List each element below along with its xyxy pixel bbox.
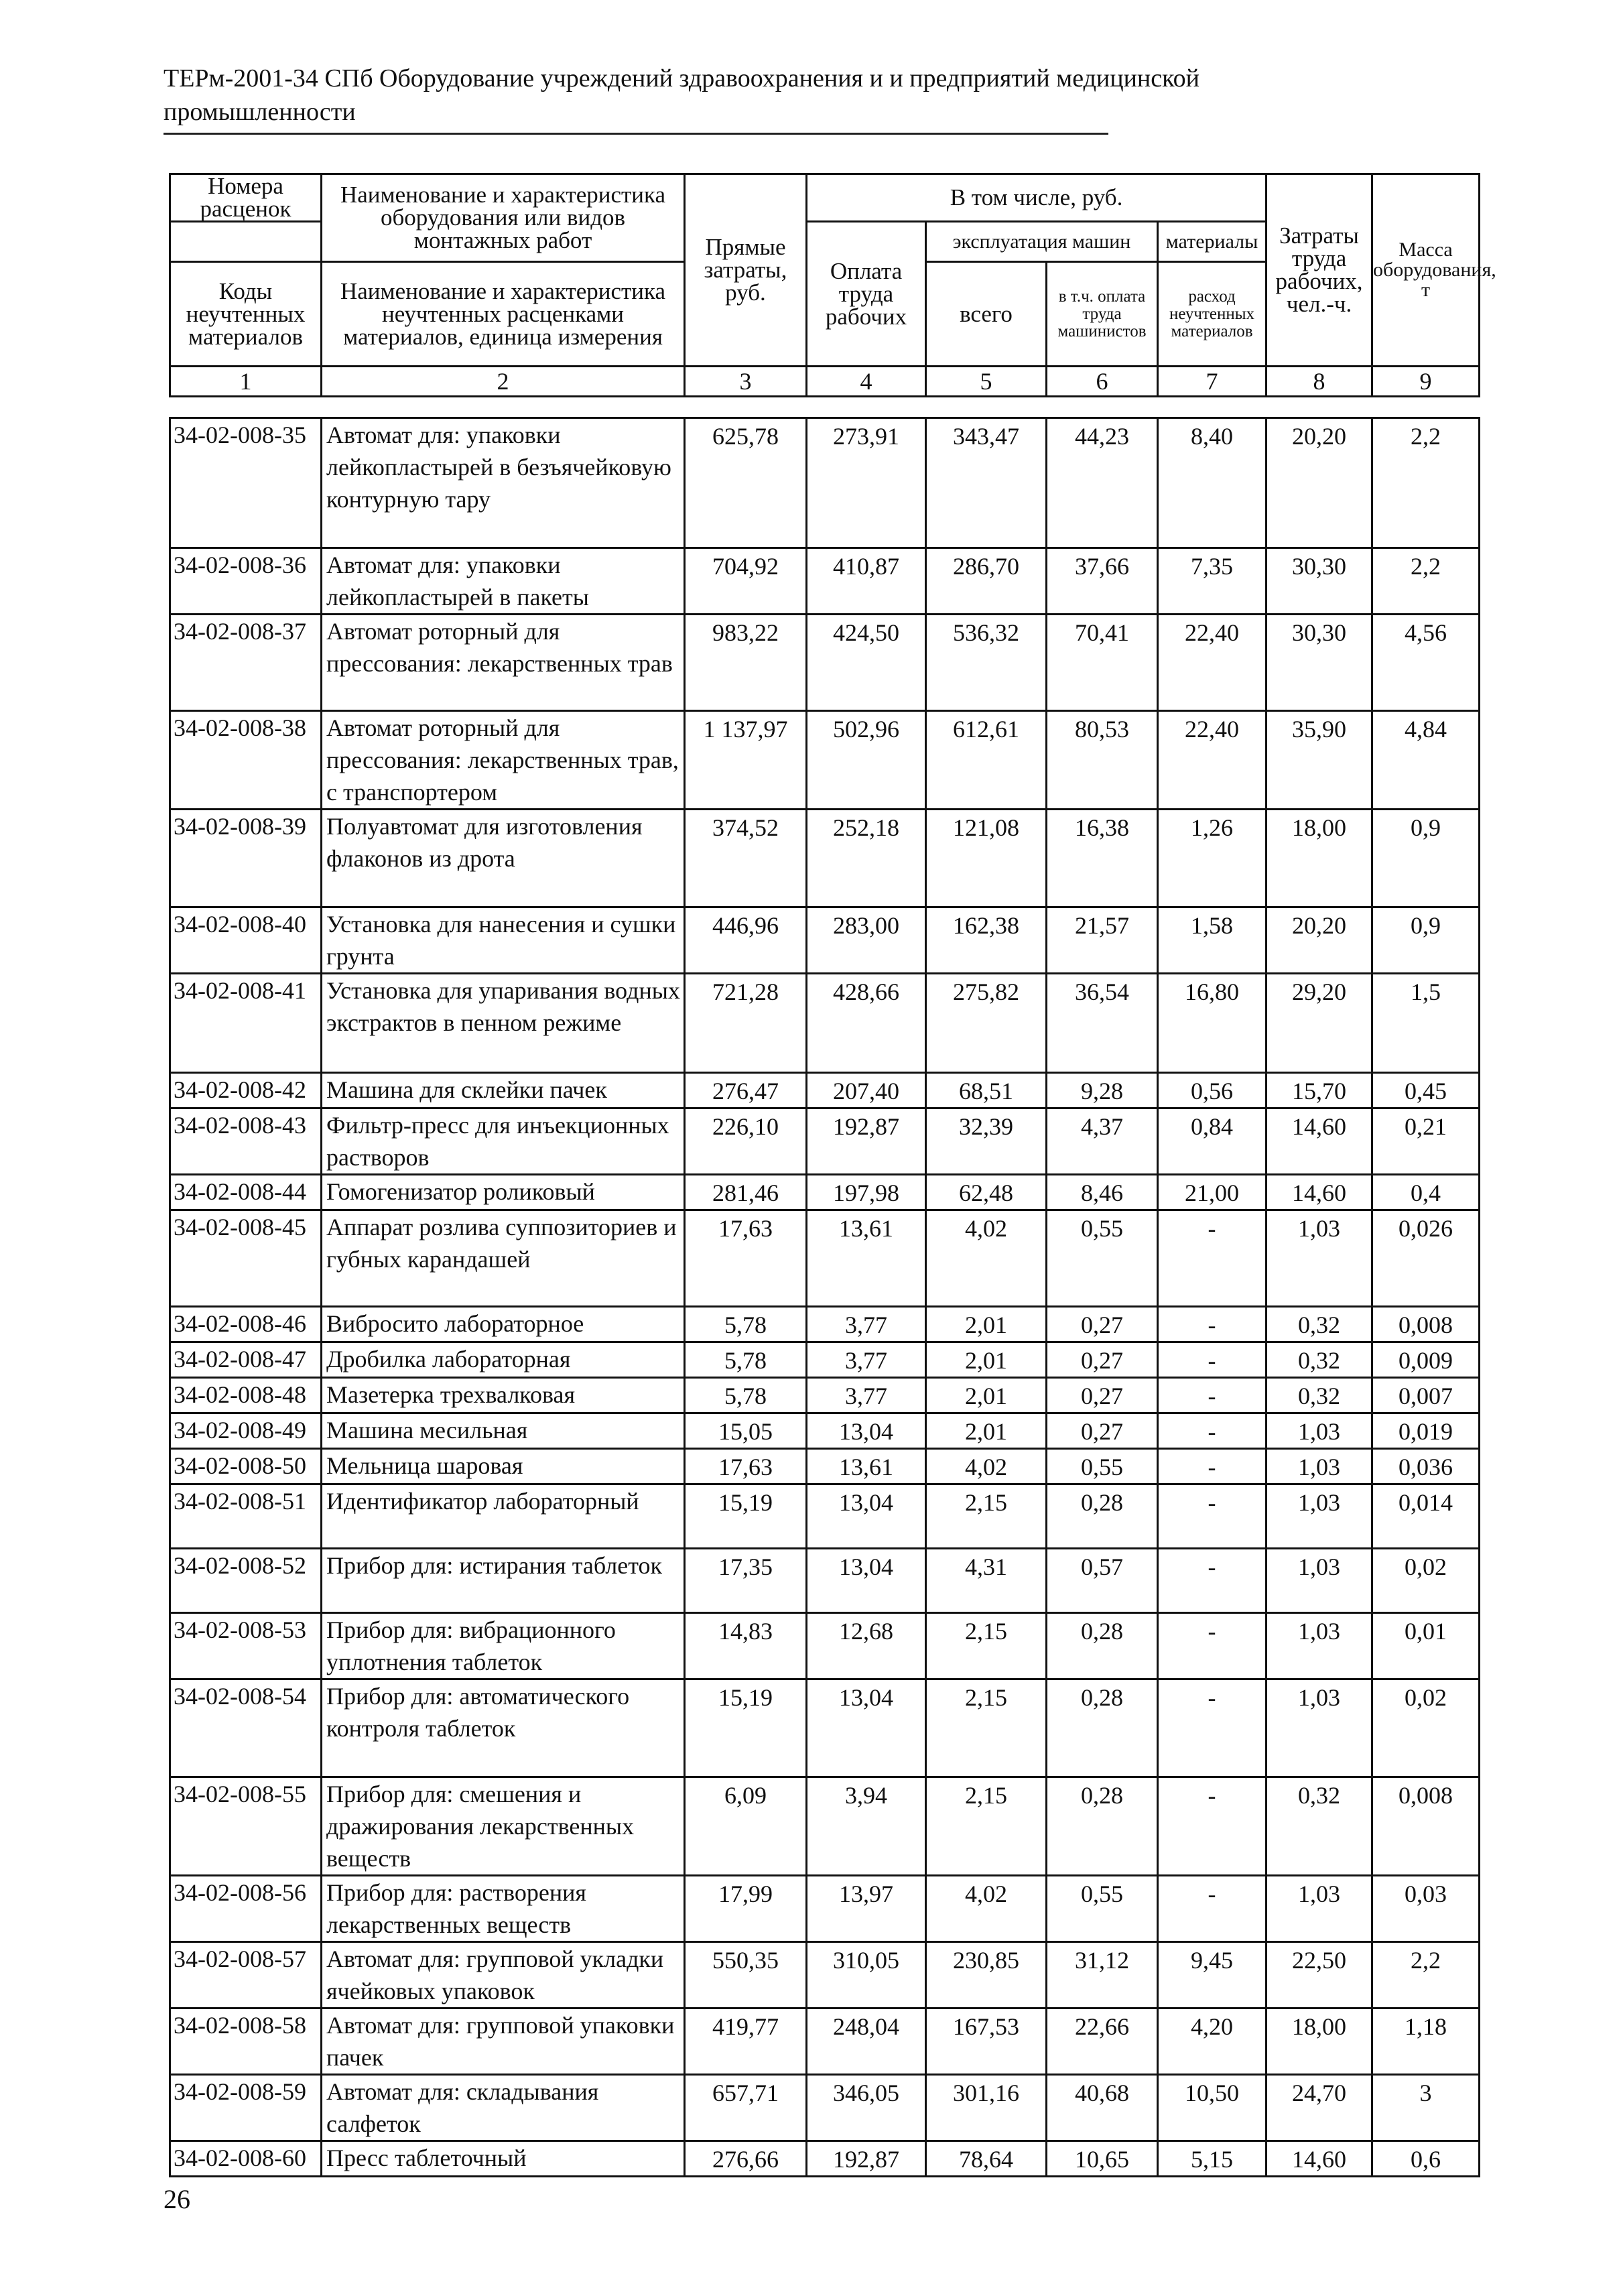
machine-operation-cell: 68,51 (926, 1073, 1047, 1108)
header-materials: материалы (1158, 222, 1267, 262)
rate-name: Автомат для: складывания салфеток (322, 2075, 685, 2141)
table-row (170, 418, 1480, 548)
rate-code: 34-02-008-54 (170, 1679, 322, 1777)
labor-hours-cell: 0,32 (1267, 1342, 1372, 1378)
direct-costs-cell: 1 137,97 (685, 711, 807, 810)
operator-pay-cell: 0,55 (1047, 1876, 1158, 1942)
labor-hours-cell: 30,30 (1267, 615, 1372, 711)
table-row (170, 1876, 1480, 1942)
rate-code: 34-02-008-35 (170, 418, 322, 548)
table-header (169, 173, 1496, 397)
mass-cell: 4,84 (1372, 711, 1480, 810)
labor-hours-cell: 15,70 (1267, 1073, 1372, 1108)
mass-cell: 0,9 (1372, 907, 1480, 974)
materials-cell: 1,26 (1158, 810, 1267, 907)
header-worker-pay: Оплата труда рабочих (807, 222, 926, 367)
rate-name: Автомат для: упаковки лейкопластырей в пакеты (322, 548, 685, 615)
worker-pay-cell: 3,77 (807, 1378, 926, 1413)
machine-operation-cell: 2,01 (926, 1378, 1047, 1413)
machine-operation-cell: 2,01 (926, 1307, 1047, 1342)
operator-pay-cell: 0,28 (1047, 1484, 1158, 1549)
direct-costs-cell: 625,78 (685, 418, 807, 548)
operator-pay-cell: 16,38 (1047, 810, 1158, 907)
header-machine-operation: эксплуатация машин (926, 222, 1158, 262)
rate-name: Гомогенизатор роликовый (322, 1175, 685, 1210)
operator-pay-cell: 4,37 (1047, 1108, 1158, 1175)
worker-pay-cell: 13,04 (807, 1549, 926, 1613)
worker-pay-cell: 428,66 (807, 974, 926, 1073)
mass-cell: 0,007 (1372, 1378, 1480, 1413)
table-row (170, 2141, 1480, 2177)
rate-code: 34-02-008-52 (170, 1549, 322, 1613)
machine-operation-cell: 612,61 (926, 711, 1047, 810)
materials-cell: - (1158, 1679, 1267, 1777)
machine-operation-cell: 32,39 (926, 1108, 1047, 1175)
header-equipment-name: Наименование и характеристика оборудования или видов монтажных работ (322, 174, 685, 262)
rate-name: Фильтр-пресс для инъекционных растворов (322, 1108, 685, 1175)
worker-pay-cell: 13,04 (807, 1484, 926, 1549)
labor-hours-cell: 20,20 (1267, 907, 1372, 974)
rate-code: 34-02-008-57 (170, 1942, 322, 2008)
column-number: 8 (1267, 367, 1372, 397)
machine-operation-cell: 2,15 (926, 1679, 1047, 1777)
labor-hours-cell: 1,03 (1267, 1549, 1372, 1613)
table-row (170, 1175, 1480, 1210)
direct-costs-cell: 550,35 (685, 1942, 807, 2008)
machine-operation-cell: 4,02 (926, 1449, 1047, 1484)
worker-pay-cell: 13,61 (807, 1210, 926, 1307)
rate-name: Машина месильная (322, 1413, 685, 1449)
table-row (170, 1549, 1480, 1613)
worker-pay-cell: 13,04 (807, 1413, 926, 1449)
table-row (170, 2008, 1480, 2075)
rate-code: 34-02-008-44 (170, 1175, 322, 1210)
materials-cell: - (1158, 1484, 1267, 1549)
materials-cell: - (1158, 1876, 1267, 1942)
column-number: 6 (1047, 367, 1158, 397)
operator-pay-cell: 0,28 (1047, 1679, 1158, 1777)
rate-code: 34-02-008-46 (170, 1307, 322, 1342)
table-row (170, 1342, 1480, 1378)
labor-hours-cell: 14,60 (1267, 2141, 1372, 2177)
operator-pay-cell: 22,66 (1047, 2008, 1158, 2075)
rate-name: Вибросито лабораторное (322, 1307, 685, 1342)
labor-hours-cell: 24,70 (1267, 2075, 1372, 2141)
worker-pay-cell: 13,97 (807, 1876, 926, 1942)
table-row (170, 1210, 1480, 1307)
mass-cell: 0,02 (1372, 1679, 1480, 1777)
materials-cell: - (1158, 1378, 1267, 1413)
table-row (170, 1484, 1480, 1549)
rate-code: 34-02-008-40 (170, 907, 322, 974)
header-unaccounted-material-name: Наименование и характеристика неучтенных расценками материалов, единица измерения (322, 262, 685, 367)
rate-code: 34-02-008-39 (170, 810, 322, 907)
machine-operation-cell: 4,02 (926, 1210, 1047, 1307)
operator-pay-cell: 40,68 (1047, 2075, 1158, 2141)
worker-pay-cell: 192,87 (807, 1108, 926, 1175)
rate-code: 34-02-008-38 (170, 711, 322, 810)
worker-pay-cell: 248,04 (807, 2008, 926, 2075)
labor-hours-cell: 18,00 (1267, 2008, 1372, 2075)
direct-costs-cell: 17,99 (685, 1876, 807, 1942)
labor-hours-cell: 0,32 (1267, 1777, 1372, 1876)
machine-operation-cell: 2,15 (926, 1777, 1047, 1876)
rate-name: Прибор для: автоматического контроля таблеток (322, 1679, 685, 1777)
machine-operation-cell: 162,38 (926, 907, 1047, 974)
operator-pay-cell: 10,65 (1047, 2141, 1158, 2177)
machine-operation-cell: 121,08 (926, 810, 1047, 907)
materials-cell: 0,84 (1158, 1108, 1267, 1175)
page-header-title: ТЕРм-2001-34 СПб Оборудование учреждений здравоохранения и и предприятий медицинской промышленности (164, 64, 1199, 126)
operator-pay-cell: 70,41 (1047, 615, 1158, 711)
machine-operation-cell: 78,64 (926, 2141, 1047, 2177)
table-row (170, 711, 1480, 810)
operator-pay-cell: 0,57 (1047, 1549, 1158, 1613)
materials-cell: - (1158, 1777, 1267, 1876)
machine-operation-cell: 167,53 (926, 2008, 1047, 2075)
table-row (170, 1073, 1480, 1108)
rate-name: Дробилка лабораторная (322, 1342, 685, 1378)
machine-operation-cell: 230,85 (926, 1942, 1047, 2008)
rate-name: Прибор для: растворения лекарственных веществ (322, 1876, 685, 1942)
machine-operation-cell: 62,48 (926, 1175, 1047, 1210)
header-divider (164, 133, 1108, 135)
direct-costs-cell: 983,22 (685, 615, 807, 711)
direct-costs-cell: 276,66 (685, 2141, 807, 2177)
header-labor-hours: Затраты труда рабочих, чел.-ч. (1267, 174, 1372, 367)
labor-hours-cell: 20,20 (1267, 418, 1372, 548)
table-row (170, 907, 1480, 974)
header-rate-numbers-spacer (170, 222, 322, 262)
column-number: 3 (685, 367, 807, 397)
table-row (170, 1307, 1480, 1342)
machine-operation-cell: 536,32 (926, 615, 1047, 711)
operator-pay-cell: 8,46 (1047, 1175, 1158, 1210)
rate-code: 34-02-008-55 (170, 1777, 322, 1876)
labor-hours-cell: 18,00 (1267, 810, 1372, 907)
operator-pay-cell: 0,55 (1047, 1449, 1158, 1484)
labor-hours-cell: 1,03 (1267, 1210, 1372, 1307)
worker-pay-cell: 410,87 (807, 548, 926, 615)
table-row (170, 1449, 1480, 1484)
rate-code: 34-02-008-60 (170, 2141, 322, 2177)
machine-operation-cell: 4,31 (926, 1549, 1047, 1613)
worker-pay-cell: 13,61 (807, 1449, 926, 1484)
worker-pay-cell: 273,91 (807, 418, 926, 548)
operator-pay-cell: 0,27 (1047, 1413, 1158, 1449)
labor-hours-cell: 1,03 (1267, 1876, 1372, 1942)
rate-code: 34-02-008-47 (170, 1342, 322, 1378)
header-rate-numbers: Номера расценок (170, 174, 322, 222)
worker-pay-cell: 3,94 (807, 1777, 926, 1876)
worker-pay-cell: 12,68 (807, 1613, 926, 1679)
rate-code: 34-02-008-58 (170, 2008, 322, 2075)
operator-pay-cell: 0,55 (1047, 1210, 1158, 1307)
mass-cell: 0,02 (1372, 1549, 1480, 1613)
labor-hours-cell: 30,30 (1267, 548, 1372, 615)
operator-pay-cell: 36,54 (1047, 974, 1158, 1073)
table-row (170, 615, 1480, 711)
rate-name: Установка для нанесения и сушки грунта (322, 907, 685, 974)
rate-code: 34-02-008-41 (170, 974, 322, 1073)
direct-costs-cell: 14,83 (685, 1613, 807, 1679)
mass-cell: 1,18 (1372, 2008, 1480, 2075)
materials-cell: 9,45 (1158, 1942, 1267, 2008)
mass-cell: 2,2 (1372, 548, 1480, 615)
mass-cell: 0,03 (1372, 1876, 1480, 1942)
mass-cell: 0,014 (1372, 1484, 1480, 1549)
operator-pay-cell: 31,12 (1047, 1942, 1158, 2008)
worker-pay-cell: 252,18 (807, 810, 926, 907)
header-machines-total: всего (926, 262, 1047, 367)
header-material-consumption: расход неучтенных материалов (1158, 262, 1267, 367)
rate-code: 34-02-008-50 (170, 1449, 322, 1484)
rates-table-body (170, 418, 1480, 2177)
materials-cell: 5,15 (1158, 2141, 1267, 2177)
rate-code: 34-02-008-56 (170, 1876, 322, 1942)
rate-code: 34-02-008-42 (170, 1073, 322, 1108)
table-row (170, 810, 1480, 907)
header-direct-costs: Прямые затраты, руб. (685, 174, 807, 367)
labor-hours-cell: 29,20 (1267, 974, 1372, 1073)
rate-code: 34-02-008-53 (170, 1613, 322, 1679)
direct-costs-cell: 15,19 (685, 1679, 807, 1777)
rate-name: Полуавтомат для изготовления флаконов из дрота (322, 810, 685, 907)
worker-pay-cell: 346,05 (807, 2075, 926, 2141)
labor-hours-cell: 35,90 (1267, 711, 1372, 810)
table-row (170, 974, 1480, 1073)
materials-cell: - (1158, 1210, 1267, 1307)
materials-cell: 16,80 (1158, 974, 1267, 1073)
rate-name: Автомат для: групповой укладки ячейковых упаковок (322, 1942, 685, 2008)
worker-pay-cell: 197,98 (807, 1175, 926, 1210)
mass-cell: 2,2 (1372, 418, 1480, 548)
rate-code: 34-02-008-51 (170, 1484, 322, 1549)
materials-cell: 21,00 (1158, 1175, 1267, 1210)
worker-pay-cell: 424,50 (807, 615, 926, 711)
rate-name: Аппарат розлива суппозиториев и губных карандашей (322, 1210, 685, 1307)
rate-name: Прибор для: смешения и дражирования лекарственных веществ (322, 1777, 685, 1876)
materials-cell: 10,50 (1158, 2075, 1267, 2141)
rate-name: Прибор для: истирания таблеток (322, 1549, 685, 1613)
materials-cell: 22,40 (1158, 711, 1267, 810)
table-row (170, 2075, 1480, 2141)
column-number: 1 (170, 367, 322, 397)
labor-hours-cell: 14,60 (1267, 1175, 1372, 1210)
rates-table (169, 417, 1480, 2177)
direct-costs-cell: 5,78 (685, 1307, 807, 1342)
rate-name: Мельница шаровая (322, 1449, 685, 1484)
operator-pay-cell: 80,53 (1047, 711, 1158, 810)
worker-pay-cell: 3,77 (807, 1342, 926, 1378)
direct-costs-cell: 446,96 (685, 907, 807, 974)
worker-pay-cell: 207,40 (807, 1073, 926, 1108)
materials-cell: 22,40 (1158, 615, 1267, 711)
mass-cell: 0,4 (1372, 1175, 1480, 1210)
materials-cell: - (1158, 1307, 1267, 1342)
materials-cell: - (1158, 1549, 1267, 1613)
mass-cell: 0,026 (1372, 1210, 1480, 1307)
rate-name: Автомат роторный для прессования: лекарственных трав, с транспортером (322, 711, 685, 810)
rate-name: Автомат роторный для прессования: лекарственных трав (322, 615, 685, 711)
machine-operation-cell: 286,70 (926, 548, 1047, 615)
table-row (170, 1777, 1480, 1876)
mass-cell: 0,45 (1372, 1073, 1480, 1108)
direct-costs-cell: 704,92 (685, 548, 807, 615)
rate-name: Машина для склейки пачек (322, 1073, 685, 1108)
machine-operation-cell: 2,15 (926, 1613, 1047, 1679)
materials-cell: 4,20 (1158, 2008, 1267, 2075)
materials-cell: 7,35 (1158, 548, 1267, 615)
mass-cell: 0,008 (1372, 1777, 1480, 1876)
header-unaccounted-material-codes: Коды неучтенных материалов (170, 262, 322, 367)
rate-name: Установка для упаривания водных экстрактов в пенном режиме (322, 974, 685, 1073)
materials-cell: 1,58 (1158, 907, 1267, 974)
worker-pay-cell: 502,96 (807, 711, 926, 810)
worker-pay-cell: 310,05 (807, 1942, 926, 2008)
operator-pay-cell: 21,57 (1047, 907, 1158, 974)
machine-operation-cell: 4,02 (926, 1876, 1047, 1942)
rate-name: Пресс таблеточный (322, 2141, 685, 2177)
mass-cell: 0,21 (1372, 1108, 1480, 1175)
direct-costs-cell: 6,09 (685, 1777, 807, 1876)
worker-pay-cell: 192,87 (807, 2141, 926, 2177)
direct-costs-cell: 5,78 (685, 1342, 807, 1378)
table-row (170, 1942, 1480, 2008)
operator-pay-cell: 0,28 (1047, 1777, 1158, 1876)
rate-code: 34-02-008-45 (170, 1210, 322, 1307)
column-number: 7 (1158, 367, 1267, 397)
mass-cell: 0,9 (1372, 810, 1480, 907)
rate-code: 34-02-008-49 (170, 1413, 322, 1449)
machine-operation-cell: 301,16 (926, 2075, 1047, 2141)
header-including-group: В том числе, руб. (807, 174, 1267, 222)
table-row (170, 1108, 1480, 1175)
rate-code: 34-02-008-36 (170, 548, 322, 615)
mass-cell: 1,5 (1372, 974, 1480, 1073)
operator-pay-cell: 0,27 (1047, 1307, 1158, 1342)
direct-costs-cell: 226,10 (685, 1108, 807, 1175)
column-number: 9 (1372, 367, 1480, 397)
mass-cell: 3 (1372, 2075, 1480, 2141)
mass-cell: 0,036 (1372, 1449, 1480, 1484)
materials-cell: - (1158, 1413, 1267, 1449)
machine-operation-cell: 2,15 (926, 1484, 1047, 1549)
column-number: 2 (322, 367, 685, 397)
materials-cell: 8,40 (1158, 418, 1267, 548)
direct-costs-cell: 17,35 (685, 1549, 807, 1613)
labor-hours-cell: 1,03 (1267, 1613, 1372, 1679)
mass-cell: 0,019 (1372, 1413, 1480, 1449)
worker-pay-cell: 283,00 (807, 907, 926, 974)
rate-code: 34-02-008-37 (170, 615, 322, 711)
direct-costs-cell: 276,47 (685, 1073, 807, 1108)
rate-code: 34-02-008-48 (170, 1378, 322, 1413)
direct-costs-cell: 15,05 (685, 1413, 807, 1449)
machine-operation-cell: 275,82 (926, 974, 1047, 1073)
materials-cell: 0,56 (1158, 1073, 1267, 1108)
operator-pay-cell: 9,28 (1047, 1073, 1158, 1108)
direct-costs-cell: 281,46 (685, 1175, 807, 1210)
column-number: 4 (807, 367, 926, 397)
labor-hours-cell: 1,03 (1267, 1679, 1372, 1777)
materials-cell: - (1158, 1449, 1267, 1484)
direct-costs-cell: 721,28 (685, 974, 807, 1073)
mass-cell: 2,2 (1372, 1942, 1480, 2008)
labor-hours-cell: 22,50 (1267, 1942, 1372, 2008)
operator-pay-cell: 44,23 (1047, 418, 1158, 548)
direct-costs-cell: 374,52 (685, 810, 807, 907)
rate-name: Идентификатор лабораторный (322, 1484, 685, 1549)
column-number: 5 (926, 367, 1047, 397)
worker-pay-cell: 3,77 (807, 1307, 926, 1342)
machine-operation-cell: 343,47 (926, 418, 1047, 548)
header-equipment-mass: Масса оборудования, т (1372, 174, 1480, 367)
worker-pay-cell: 13,04 (807, 1679, 926, 1777)
operator-pay-cell: 0,28 (1047, 1613, 1158, 1679)
mass-cell: 0,01 (1372, 1613, 1480, 1679)
machine-operation-cell: 2,01 (926, 1413, 1047, 1449)
mass-cell: 0,6 (1372, 2141, 1480, 2177)
materials-cell: - (1158, 1613, 1267, 1679)
table-row (170, 1378, 1480, 1413)
rate-name: Автомат для: групповой упаковки пачек (322, 2008, 685, 2075)
labor-hours-cell: 1,03 (1267, 1484, 1372, 1549)
materials-cell: - (1158, 1342, 1267, 1378)
labor-hours-cell: 1,03 (1267, 1449, 1372, 1484)
mass-cell: 0,008 (1372, 1307, 1480, 1342)
table-row (170, 1413, 1480, 1449)
page-number: 26 (164, 2184, 190, 2214)
direct-costs-cell: 17,63 (685, 1210, 807, 1307)
rate-code: 34-02-008-43 (170, 1108, 322, 1175)
machine-operation-cell: 2,01 (926, 1342, 1047, 1378)
header-operator-pay: в т.ч. оплата труда машинистов (1047, 262, 1158, 367)
rate-name: Автомат для: упаковки лейкопластырей в безъячейковую контурную тару (322, 418, 685, 548)
table-row (170, 548, 1480, 615)
operator-pay-cell: 0,27 (1047, 1342, 1158, 1378)
table-row (170, 1613, 1480, 1679)
labor-hours-cell: 0,32 (1267, 1378, 1372, 1413)
direct-costs-cell: 15,19 (685, 1484, 807, 1549)
direct-costs-cell: 5,78 (685, 1378, 807, 1413)
operator-pay-cell: 0,27 (1047, 1378, 1158, 1413)
rate-name: Прибор для: вибрационного уплотнения таблеток (322, 1613, 685, 1679)
operator-pay-cell: 37,66 (1047, 548, 1158, 615)
labor-hours-cell: 14,60 (1267, 1108, 1372, 1175)
rate-name: Мазетерка трехвалковая (322, 1378, 685, 1413)
labor-hours-cell: 1,03 (1267, 1413, 1372, 1449)
direct-costs-cell: 419,77 (685, 2008, 807, 2075)
rate-code: 34-02-008-59 (170, 2075, 322, 2141)
mass-cell: 4,56 (1372, 615, 1480, 711)
direct-costs-cell: 17,63 (685, 1449, 807, 1484)
mass-cell: 0,009 (1372, 1342, 1480, 1378)
table-row (170, 1679, 1480, 1777)
labor-hours-cell: 0,32 (1267, 1307, 1372, 1342)
direct-costs-cell: 657,71 (685, 2075, 807, 2141)
